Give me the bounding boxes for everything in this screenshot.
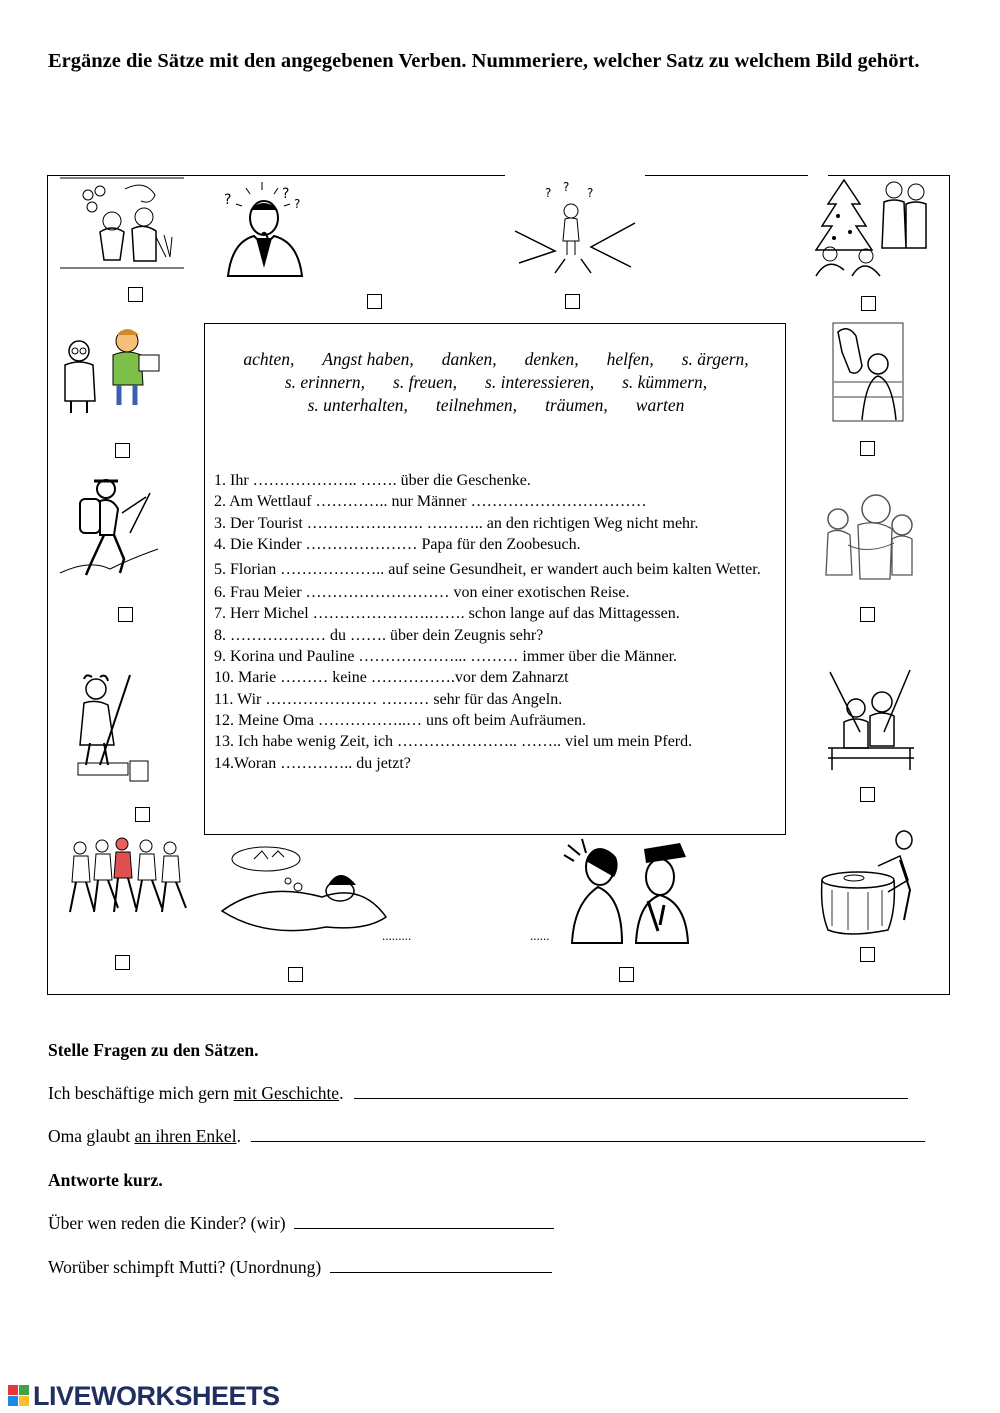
question-punct: . — [339, 1083, 344, 1103]
answer-checkbox-5[interactable] — [115, 443, 130, 458]
answer-checkbox-12[interactable] — [288, 967, 303, 982]
question-text: Ich beschäftige mich gern — [48, 1083, 234, 1103]
section-heading-questions: Stelle Fragen zu den Sätzen. — [48, 1040, 259, 1060]
answer-line[interactable] — [294, 1213, 554, 1229]
verb: s. ärgern, — [681, 349, 749, 369]
liveworksheets-logo — [8, 1381, 280, 1412]
answer-checkbox-2[interactable] — [367, 294, 382, 309]
answer-checkbox-14[interactable] — [860, 947, 875, 962]
sentence-list — [214, 470, 779, 774]
sentence-10: 10. Marie ……… keine …………….vor dem Zahnarzt — [214, 669, 569, 687]
question-punct: . — [236, 1126, 241, 1146]
sentence-7: 7. Herr Michel ………………….……. schon lange auf das Mittagessen. — [214, 605, 680, 623]
cleaning-girl-illustration — [70, 673, 150, 783]
doctor-and-child-illustration — [55, 325, 170, 415]
answer-checkbox-11[interactable] — [115, 955, 130, 970]
verb: Angst haben, — [322, 349, 414, 369]
verb: helfen, — [606, 349, 654, 369]
answer-line[interactable] — [251, 1126, 925, 1142]
answer-checkbox-1[interactable] — [128, 287, 143, 302]
answer-checkbox-7[interactable] — [118, 607, 133, 622]
instruction-text: Ergänze die Sätze mit den angegebenen Verben. Nummeriere, welcher Satz zu welchem Bild gehört. — [48, 50, 920, 72]
answer-checkbox-10[interactable] — [860, 787, 875, 802]
verb: achten, — [243, 349, 295, 369]
sentence-6: 6. Frau Meier ……………………… von einer exotischen Reise. — [214, 584, 630, 602]
hiker-illustration — [60, 473, 160, 581]
short-answer-row-1 — [48, 1213, 554, 1234]
dots-placeholder-a: ......... — [382, 928, 412, 943]
verb-line-2 — [213, 371, 779, 394]
verb: s. freuen, — [393, 372, 458, 392]
underlined-phrase: mit Geschichte — [233, 1083, 340, 1103]
sentence-3: 3. Der Tourist …………………. ……….. an den richtigen Weg nicht mehr. — [214, 514, 699, 532]
answer-checkbox-6[interactable] — [860, 441, 875, 456]
fishing-kids-illustration — [826, 668, 916, 772]
sentence-1: 1. Ihr ……………….. ……. über die Geschenke. — [214, 472, 531, 489]
sentence-8: 8. ……………… du ……. über dein Zeugnis sehr? — [214, 626, 544, 644]
christmas-family-illustration — [808, 176, 933, 276]
verb: s. interessieren, — [485, 372, 595, 392]
verb: s. kümmern, — [622, 372, 708, 392]
verb-line-1 — [213, 348, 779, 371]
question-text: Worüber schimpft Mutti? (Unordnung) — [48, 1257, 322, 1277]
svg-text:?: ? — [282, 186, 290, 202]
logo-mark-icon — [8, 1385, 30, 1407]
verb: teilnehmen, — [435, 395, 518, 415]
question-row-2 — [48, 1126, 925, 1147]
verb-line-3 — [213, 394, 779, 417]
answer-checkbox-3[interactable] — [565, 294, 580, 309]
sentence-5: 5. Florian ……………….. auf seine Gesundheit, er wandert auch beim kalten Wetter. — [214, 561, 761, 579]
talking-couple-illustration — [560, 835, 700, 943]
sentence-12: 12. Meine Oma ……………..… uns oft beim Aufräumen. — [214, 711, 586, 729]
verb: s. unterhalten, — [307, 395, 408, 415]
question-text: Oma glaubt — [48, 1126, 135, 1146]
answer-checkbox-13[interactable] — [619, 967, 634, 982]
man-at-restaurant-table-illustration — [818, 830, 918, 938]
answer-line[interactable] — [354, 1083, 908, 1099]
sentence-14: 14.Woran ………….. du jetzt? — [214, 754, 411, 772]
exercise-box — [204, 323, 786, 835]
svg-text:?: ? — [294, 197, 301, 211]
sentence-13: 13. Ich habe wenig Zeit, ich ………………….. …….. viel um mein Pferd. — [214, 733, 693, 751]
section-heading-short-answers: Antworte kurz. — [48, 1170, 163, 1190]
svg-text:?: ? — [587, 186, 594, 200]
dreaming-woman-illustration — [218, 841, 388, 933]
sentence-9: 9. Korina und Pauline ………………... ……… immer über die Männer. — [214, 648, 678, 666]
verb: warten — [635, 395, 685, 415]
sentence-11: 11. Wir ………………… ……… sehr für das Angeln. — [214, 690, 563, 708]
sentence-4: 4. Die Kinder ………………… Papa für den Zoobesuch. — [214, 535, 581, 553]
verb: träumen, — [545, 395, 608, 415]
logo-text: LIVEWORKSHEETS — [33, 1381, 280, 1411]
sentence-2: 2. Am Wettlauf ………….. nur Männer …………………………… — [214, 493, 647, 511]
girl-with-horse-illustration — [832, 322, 904, 422]
answer-checkbox-8[interactable] — [860, 607, 875, 622]
svg-text:?: ? — [545, 186, 552, 200]
verb: s. erinnern, — [284, 372, 366, 392]
question-row-1 — [48, 1083, 908, 1104]
svg-text:?: ? — [224, 192, 232, 208]
svg-text:?: ? — [563, 180, 570, 194]
underlined-phrase: an ihren Enkel — [134, 1126, 237, 1146]
doctor-illustration — [60, 177, 184, 269]
running-men-illustration — [66, 834, 194, 924]
thinking-man-illustration — [216, 178, 312, 276]
short-answer-row-2 — [48, 1257, 552, 1278]
verb: danken, — [441, 349, 497, 369]
answer-line[interactable] — [330, 1257, 552, 1273]
verb: denken, — [524, 349, 579, 369]
answer-checkbox-9[interactable] — [135, 807, 150, 822]
answer-checkbox-4[interactable] — [861, 296, 876, 311]
question-text: Über wen reden die Kinder? (wir) — [48, 1213, 286, 1233]
children-hugging-illustration — [818, 485, 918, 585]
verb-list — [213, 348, 779, 417]
lost-tourist-crossroads-illustration — [515, 180, 635, 273]
dots-placeholder-b: ...... — [530, 928, 550, 943]
